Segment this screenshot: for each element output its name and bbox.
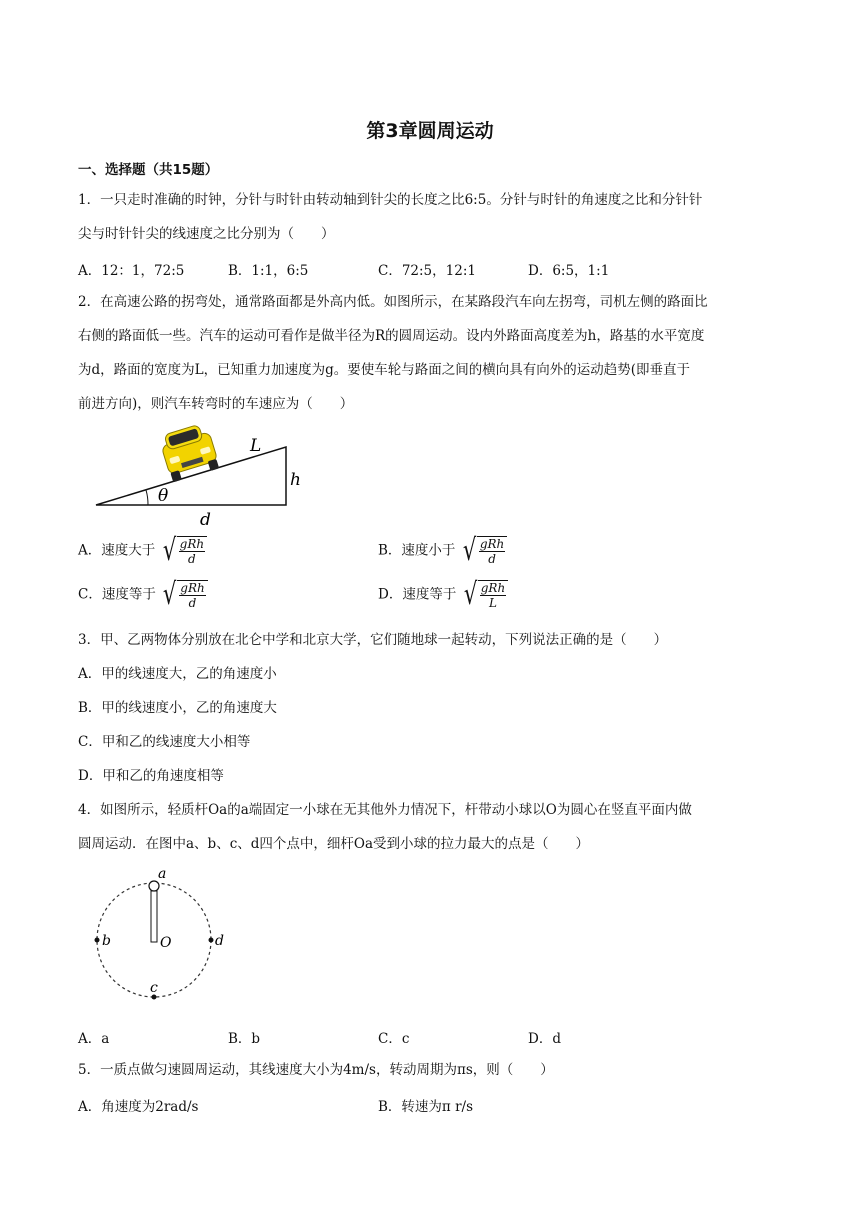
- denominator: d: [488, 552, 496, 566]
- q1-option-b: B．1:1，6:5: [228, 263, 309, 279]
- page-title: 第3章圆周运动: [366, 120, 494, 142]
- label-b: b: [102, 933, 111, 949]
- label-c: c: [150, 980, 158, 996]
- q5-option-a: A．角速度为2rad/s: [78, 1099, 199, 1115]
- sqrt-expression: √ gRh d: [160, 580, 208, 610]
- q4-option-d: D．d: [528, 1031, 561, 1047]
- q4-circle-figure: [88, 864, 238, 1004]
- q4-option-b: B．b: [228, 1031, 261, 1047]
- q5-text-line1: 5．一质点做匀速圆周运动，其线速度大小为4m/s，转动周期为πs，则（ ）: [78, 1062, 554, 1078]
- q2-option-a-prefix: A．速度大于: [78, 542, 156, 559]
- label-L: L: [250, 436, 262, 456]
- q2-option-c: [78, 577, 208, 612]
- q5-option-b: B．转速为π r/s: [378, 1099, 474, 1115]
- sqrt-expression: √ gRh d: [160, 536, 208, 566]
- label-a: a: [158, 866, 167, 882]
- label-theta: θ: [158, 486, 169, 506]
- sqrt-expression: √ gRh L: [461, 580, 509, 610]
- denominator: L: [488, 596, 497, 610]
- q1-text-line1: 1．一只走时准确的时钟，分针与时针由转动轴到针尖的长度之比6:5。分针与时针的角速度之比和分针针: [78, 192, 703, 208]
- numerator: gRh: [479, 537, 505, 551]
- q3-text-line1: 3．甲、乙两物体分别放在北仑中学和北京大学，它们随地球一起转动，下列说法正确的是（ ）: [78, 632, 668, 648]
- label-d: d: [215, 933, 224, 949]
- q1-option-a: A．12：1，72:5: [78, 263, 185, 279]
- q3-option-d: D．甲和乙的角速度相等: [78, 768, 224, 784]
- q3-option-b: B．甲的线速度小，乙的角速度大: [78, 700, 277, 716]
- q4-option-a: A．a: [78, 1031, 110, 1047]
- q2-text-line2: 右侧的路面低一些。汽车的运动可看作是做半径为R的圆周运动。设内外路面高度差为h，路基的水平宽度: [78, 328, 705, 344]
- denominator: d: [188, 552, 196, 566]
- q2-text-line3: 为d，路面的宽度为L，已知重力加速度为g。要使车轮与路面之间的横向具有向外的运动趋势(即垂直于: [78, 362, 691, 378]
- q2-option-b-prefix: B．速度小于: [378, 542, 456, 559]
- numerator: gRh: [480, 581, 506, 595]
- label-d: d: [200, 510, 211, 530]
- q2-option-c-prefix: C．速度等于: [78, 586, 156, 603]
- q2-option-d-prefix: D．速度等于: [378, 586, 457, 603]
- ball: [149, 881, 159, 891]
- q1-text-line2: 尖与时针针尖的线速度之比分别为（ ）: [78, 226, 335, 242]
- numerator: gRh: [180, 581, 205, 595]
- denominator: d: [188, 596, 197, 610]
- q1-option-c: C．72:5，12:1: [378, 263, 476, 279]
- q1-option-d: D．6:5，1:1: [528, 263, 610, 279]
- q2-ramp-figure: [92, 425, 312, 530]
- numerator: gRh: [179, 537, 205, 551]
- q4-text-line2: 圆周运动．在图中a、b、c、d四个点中，细杆Oa受到小球的拉力最大的点是（ ）: [78, 836, 590, 852]
- q2-option-b: [378, 533, 507, 568]
- car-icon: [158, 425, 220, 483]
- q2-text-line1: 2．在高速公路的拐弯处，通常路面都是外高内低。如图所示，在某路段汽车向左拐弯，司机左侧的路面比: [78, 294, 708, 310]
- q2-option-a: [78, 533, 207, 568]
- label-h: h: [290, 470, 301, 490]
- q2-text-line4: 前进方向)，则汽车转弯时的车速应为（ ）: [78, 396, 354, 412]
- section-heading: 一、选择题（共15题）: [78, 162, 219, 178]
- q2-option-d: [378, 577, 508, 612]
- q3-option-c: C．甲和乙的线速度大小相等: [78, 734, 251, 750]
- q4-option-c: C．c: [378, 1031, 410, 1047]
- sqrt-expression: √ gRh d: [460, 536, 508, 566]
- q4-text-line1: 4．如图所示，轻质杆Oa的a端固定一小球在无其他外力情况下，杆带动小球以O为圆心在竖直平面内做: [78, 802, 692, 818]
- label-O: O: [160, 935, 172, 951]
- q3-option-a: A．甲的线速度大，乙的角速度小: [78, 666, 277, 682]
